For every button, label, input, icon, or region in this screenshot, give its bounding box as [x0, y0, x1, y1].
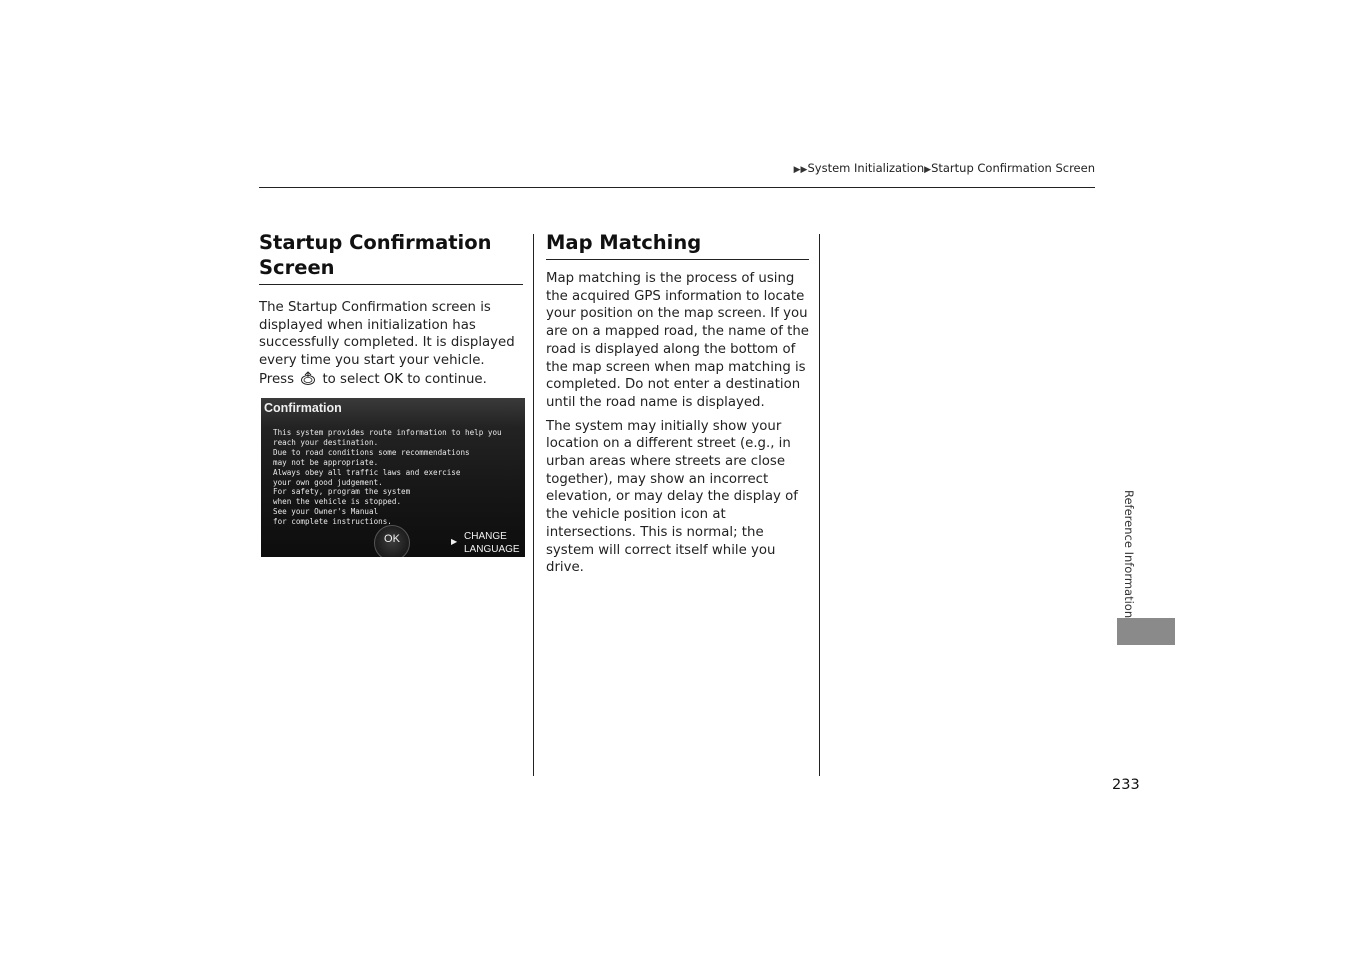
- section-title-startup-confirmation: Startup Confirmation Screen: [259, 230, 523, 285]
- screen-line: for complete instructions.: [273, 517, 392, 527]
- screen-line: reach your destination.: [273, 437, 379, 447]
- screen-line: when the vehicle is stopped.: [273, 497, 402, 507]
- column-divider-left: [533, 234, 534, 776]
- screen-line: Always obey all traffic laws and exercise: [273, 467, 461, 477]
- paragraph: Map matching is the process of using the acquired GPS information to locate your position on the map screen. If you are on a mapped road, the name of the road is displayed along the bottom of the map screen when map matching is completed. Do not enter a destination until the road name is displayed.: [546, 271, 809, 410]
- section-title-map-matching: Map Matching: [546, 230, 809, 260]
- body-text-part2: to select: [322, 371, 380, 387]
- side-tab-label: Reference Information: [1122, 490, 1136, 619]
- screen-line: For safety, program the system: [273, 487, 411, 497]
- change-label-line2: LANGUAGE: [464, 543, 520, 555]
- screen-line: See your Owner's Manual: [273, 507, 379, 517]
- startup-confirmation-section: [259, 230, 523, 392]
- header-divider: [259, 187, 1095, 188]
- screen-message: [273, 428, 518, 527]
- screen-line: Due to road conditions some recommendations: [273, 447, 470, 457]
- paragraph: The system may initially show your location on a different street (e.g., in urban areas where streets are close together), may show an incorrect elevation, or may delay the display of the vehicle position icon at intersections. This is normal; the system will correct itself while you drive.: [546, 418, 798, 576]
- interface-dial-icon: [300, 370, 316, 392]
- screen-line: This system provides route information to help you: [273, 428, 502, 437]
- screen-change-language-button: [451, 531, 523, 556]
- side-tab-marker: [1117, 618, 1175, 645]
- screen-line: may not be appropriate.: [273, 457, 379, 467]
- breadcrumb-separator: ▶: [924, 165, 932, 175]
- column-divider-right: [819, 234, 820, 776]
- change-label-line1: CHANGE: [464, 531, 507, 542]
- body-text-part3: to continue.: [407, 371, 487, 387]
- map-matching-section: [546, 230, 809, 583]
- body-text-part1: The Startup Confirmation screen is displayed when initialization has successfully completed. It is displayed every time you start your vehicle. Press: [259, 300, 515, 387]
- breadcrumb-marker: ▶▶: [793, 165, 808, 175]
- confirmation-screen-image: [261, 398, 525, 557]
- breadcrumb: [794, 161, 1095, 175]
- startup-confirmation-text: [259, 299, 523, 392]
- ok-keyword: OK: [383, 371, 403, 387]
- screen-title: Confirmation: [264, 401, 342, 415]
- map-matching-text: [546, 270, 809, 577]
- screen-ok-button: OK: [374, 525, 410, 557]
- breadcrumb-item-startup-confirmation[interactable]: Startup Confirmation Screen: [931, 161, 1095, 175]
- page-number: 233: [1112, 777, 1140, 793]
- play-arrow-icon: ▶: [451, 537, 458, 546]
- screen-line: your own good judgement.: [273, 477, 383, 487]
- breadcrumb-item-system-initialization[interactable]: System Initialization: [807, 161, 925, 175]
